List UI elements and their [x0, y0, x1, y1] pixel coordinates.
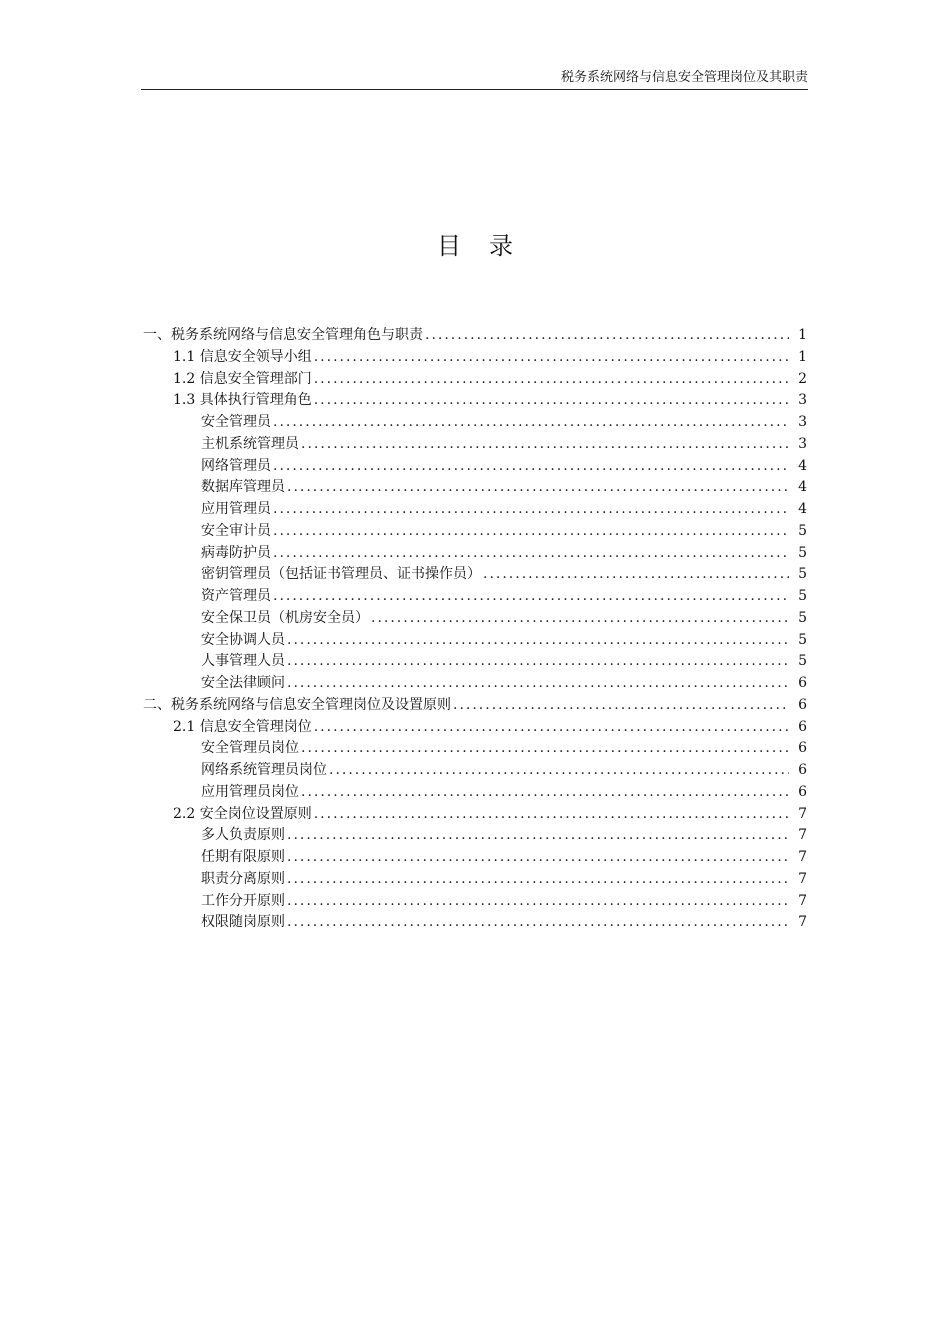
toc-leader-dots	[314, 369, 789, 391]
toc-entry[interactable]	[143, 412, 807, 434]
toc-leader-dots	[301, 434, 789, 456]
toc-entry[interactable]	[143, 608, 807, 630]
toc-entry[interactable]	[143, 499, 807, 521]
toc-leader-dots	[287, 847, 789, 869]
toc-leader-dots	[287, 630, 789, 652]
toc-entry[interactable]	[143, 434, 807, 456]
toc-entry-label: 2.1 信息安全管理岗位	[173, 718, 312, 735]
toc-entry[interactable]	[143, 369, 807, 391]
toc-entry-page-number: 7	[798, 805, 807, 822]
toc-leader-dots	[273, 521, 789, 543]
toc-entry-label: 安全管理员岗位	[201, 740, 299, 757]
toc-leader-dots	[273, 412, 789, 434]
toc-entry[interactable]	[143, 543, 807, 565]
toc-entry[interactable]	[143, 347, 807, 369]
toc-leader-dots	[314, 717, 789, 739]
toc-leader-dots	[287, 869, 789, 891]
toc-entry-label: 主机系统管理员	[201, 435, 299, 452]
toc-entry-page-number: 7	[798, 827, 807, 844]
toc-entry-label: 安全协调人员	[201, 631, 285, 648]
toc-entry[interactable]	[143, 477, 807, 499]
toc-entry-label: 网络系统管理员岗位	[201, 762, 327, 778]
toc-entry[interactable]	[143, 847, 807, 869]
toc-entry[interactable]	[143, 760, 807, 782]
toc-leader-dots	[301, 782, 789, 804]
toc-entry[interactable]	[143, 325, 807, 347]
toc-entry-page-number: 6	[798, 696, 807, 713]
toc-leader-dots	[483, 564, 789, 586]
toc-entry-page-number: 6	[798, 675, 807, 691]
toc-entry-page-number: 4	[798, 457, 807, 474]
toc-entry-page-number: 4	[798, 479, 807, 496]
toc-entry[interactable]	[143, 782, 807, 804]
toc-entry[interactable]	[143, 804, 807, 826]
toc-entry-label: 一、税务系统网络与信息安全管理角色与职责	[143, 327, 423, 343]
toc-entry-page-number: 5	[798, 631, 807, 648]
toc-leader-dots	[273, 456, 789, 478]
toc-entry-label: 病毒防护员	[201, 544, 271, 561]
toc-entry-page-number: 3	[798, 435, 807, 452]
toc-entry-page-number: 7	[798, 870, 807, 887]
toc-entry-page-number: 1	[798, 348, 807, 365]
toc-leader-dots	[287, 651, 789, 673]
toc-entry[interactable]	[143, 521, 807, 543]
toc-entry[interactable]	[143, 564, 807, 586]
header-title: 税务系统网络与信息安全管理岗位及其职责	[560, 70, 808, 85]
toc-leader-dots	[329, 760, 789, 782]
toc-leader-dots	[287, 912, 789, 934]
toc-entry-label: 人事管理人员	[201, 653, 285, 670]
toc-entry-label: 任期有限原则	[201, 849, 285, 865]
toc-entry-label: 职责分离原则	[201, 870, 285, 887]
toc-leader-dots	[425, 325, 789, 347]
toc-entry-page-number: 6	[798, 718, 807, 735]
toc-entry-page-number: 5	[798, 566, 807, 583]
toc-entry-label: 安全法律顾问	[201, 675, 285, 691]
toc-entry[interactable]	[143, 738, 807, 760]
toc-entry-label: 2.2 安全岗位设置原则	[173, 805, 312, 822]
toc-leader-dots	[314, 804, 789, 826]
toc-entry-label: 网络管理员	[201, 457, 271, 474]
toc-leader-dots	[287, 825, 789, 847]
toc-leader-dots	[273, 586, 789, 608]
toc-entry[interactable]	[143, 717, 807, 739]
toc-entry-label: 应用管理员岗位	[201, 783, 299, 800]
toc-entry-label: 工作分开原则	[201, 892, 285, 909]
toc-entry-page-number: 5	[798, 522, 807, 539]
toc-entry-page-number: 5	[798, 588, 807, 604]
toc-entry-label: 1.2 信息安全管理部门	[173, 370, 312, 387]
toc-title: 目录	[437, 232, 541, 260]
toc-entry-page-number: 1	[798, 327, 807, 343]
toc-leader-dots	[314, 390, 789, 412]
toc-entry-label: 资产管理员	[201, 588, 271, 604]
toc-leader-dots	[287, 673, 789, 695]
toc-leader-dots	[371, 608, 789, 630]
toc-entry[interactable]	[143, 695, 807, 717]
toc-entry-page-number: 5	[798, 544, 807, 561]
toc-entry[interactable]	[143, 651, 807, 673]
toc-entry[interactable]	[143, 456, 807, 478]
toc-entry-page-number: 5	[798, 653, 807, 670]
toc-entry[interactable]	[143, 630, 807, 652]
toc-entry-label: 1.3 具体执行管理角色	[173, 392, 312, 409]
toc-entry-page-number: 3	[798, 392, 807, 409]
toc-entry-label: 权限随岗原则	[201, 914, 285, 931]
toc-entry-page-number: 7	[798, 914, 807, 931]
toc-leader-dots	[287, 891, 789, 913]
toc-entry-label: 数据库管理员	[201, 479, 285, 496]
toc-entry[interactable]	[143, 586, 807, 608]
toc-entry[interactable]	[143, 891, 807, 913]
page-header	[141, 70, 808, 90]
toc-entry-page-number: 7	[798, 892, 807, 909]
toc-entry-page-number: 6	[798, 783, 807, 800]
toc-entry-page-number: 4	[798, 501, 807, 517]
toc-entry-page-number: 6	[798, 740, 807, 757]
toc-entry-page-number: 7	[798, 849, 807, 865]
toc-entry-page-number: 6	[798, 762, 807, 778]
toc-leader-dots	[273, 543, 789, 565]
toc-leader-dots	[273, 499, 789, 521]
toc-entry-label: 1.1 信息安全领导小组	[173, 348, 312, 365]
toc-entry-label: 应用管理员	[201, 501, 271, 517]
toc-entry-label: 安全管理员	[201, 414, 271, 430]
toc-entry-page-number: 2	[798, 370, 807, 387]
toc-entry-label: 安全保卫员（机房安全员）	[201, 609, 369, 626]
toc-entry-page-number: 3	[798, 414, 807, 430]
toc-entry[interactable]	[143, 390, 807, 412]
toc-entry-label: 二、税务系统网络与信息安全管理岗位及设置原则	[143, 696, 451, 713]
table-of-contents	[143, 325, 807, 934]
toc-leader-dots	[287, 477, 789, 499]
toc-entry[interactable]	[143, 912, 807, 934]
toc-leader-dots	[453, 695, 789, 717]
toc-leader-dots	[301, 738, 789, 760]
toc-entry-page-number: 5	[798, 609, 807, 626]
toc-entry-label: 多人负责原则	[201, 827, 285, 844]
toc-entry[interactable]	[143, 869, 807, 891]
toc-entry-label: 安全审计员	[201, 522, 271, 539]
toc-entry[interactable]	[143, 825, 807, 847]
toc-entry[interactable]	[143, 673, 807, 695]
toc-leader-dots	[314, 347, 789, 369]
toc-entry-label: 密钥管理员（包括证书管理员、证书操作员）	[201, 566, 481, 583]
